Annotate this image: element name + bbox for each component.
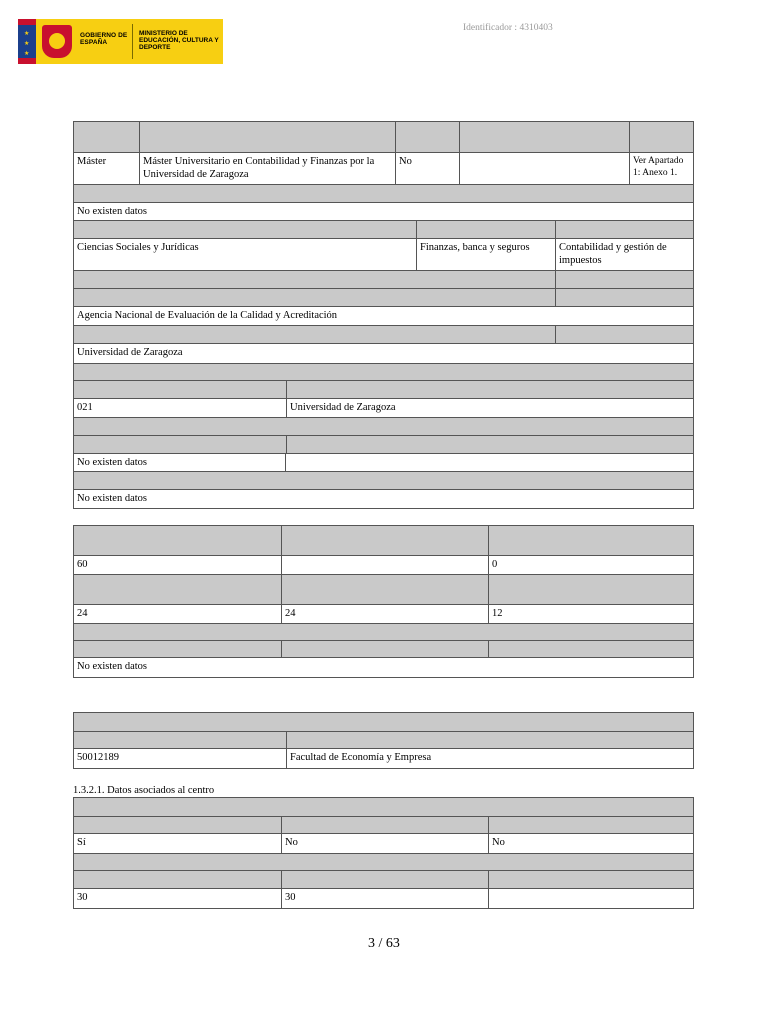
field-branch: Ciencias Sociales y Jurídicas bbox=[77, 242, 199, 253]
modality-value: Sí bbox=[77, 837, 86, 848]
modality-value: No bbox=[488, 834, 693, 853]
degree-level: Máster bbox=[77, 156, 107, 167]
credits-value: 12 bbox=[488, 605, 693, 623]
field-isced-1: Finanzas, banca y seguros bbox=[416, 239, 555, 270]
center-data-table bbox=[73, 797, 694, 909]
credits-value: 24 bbox=[281, 605, 488, 623]
degree-name: Máster Universitario en Contabilidad y Finanzas por la Universidad de Zaragoza bbox=[139, 153, 395, 184]
page-number: 3 / 63 bbox=[368, 936, 400, 951]
center-name: Facultad de Economía y Empresa bbox=[286, 749, 693, 768]
places-value: 30 bbox=[281, 889, 488, 908]
university-code: 021 bbox=[77, 402, 93, 413]
agency-name: Agencia Nacional de Evaluación de la Calidad y Acreditación bbox=[77, 310, 338, 321]
document-identifier: Identificador : 4310403 bbox=[463, 23, 553, 33]
credits-value: 24 bbox=[77, 608, 88, 619]
no-data-text: No existen datos bbox=[77, 661, 147, 672]
credits-value: 0 bbox=[488, 556, 693, 574]
no-data-text: No existen datos bbox=[74, 454, 286, 471]
field-isced-2: Contabilidad y gestión de impuestos bbox=[555, 239, 693, 270]
places-value: 30 bbox=[77, 892, 88, 903]
places-value bbox=[488, 889, 693, 908]
degree-flag: No bbox=[395, 153, 459, 184]
credits-total: 60 bbox=[77, 559, 88, 570]
logo-text-ministerio: MINISTERIO DE EDUCACIÓN, CULTURA Y DEPORTE bbox=[139, 30, 219, 51]
center-code: 50012189 bbox=[77, 752, 119, 763]
modality-value: No bbox=[281, 834, 488, 853]
credits-table bbox=[73, 525, 694, 678]
section-caption: 1.3.2.1. Datos asociados al centro bbox=[73, 785, 215, 796]
coat-of-arms-icon: ★ ★ ★ bbox=[18, 19, 80, 64]
credits-value bbox=[281, 556, 488, 574]
no-data-text: No existen datos bbox=[77, 493, 147, 504]
degree-annex: Ver Apartado 1: Anexo 1. bbox=[629, 153, 693, 184]
center-table bbox=[73, 712, 694, 769]
degree-table bbox=[73, 121, 694, 509]
university-name-2: Universidad de Zaragoza bbox=[286, 399, 693, 417]
degree-empty bbox=[459, 153, 629, 184]
government-logo bbox=[18, 19, 223, 64]
no-data-text: No existen datos bbox=[77, 206, 147, 217]
logo-text-gobierno: GOBIERNO DE ESPAÑA bbox=[80, 32, 128, 46]
university-name: Universidad de Zaragoza bbox=[77, 347, 183, 358]
